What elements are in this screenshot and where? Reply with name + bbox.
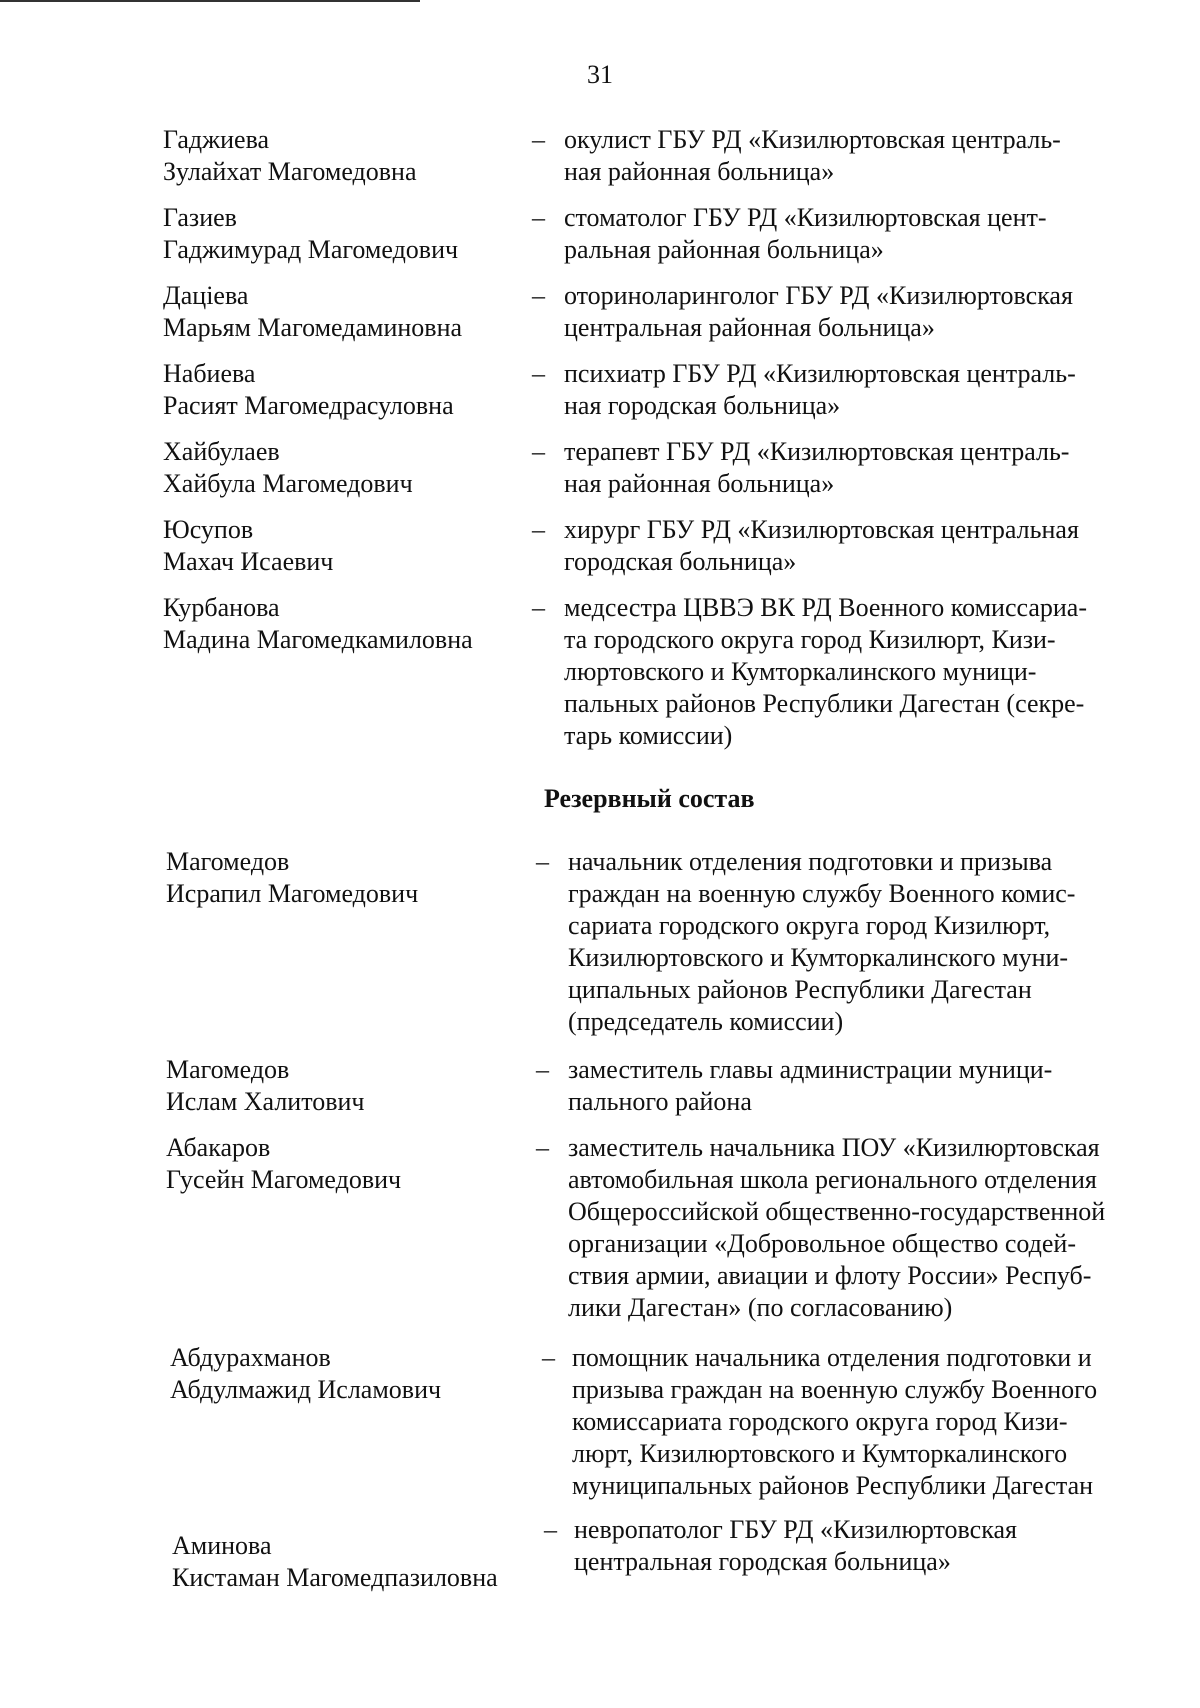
member-position: начальник отделения подготовки и призыва граждан на военную службу Военного комис- сариата городского округа город Кизилюрт, Кизилюртовского и Кумторкалинского муни- ципальных районов Республики Дагестан (председатель комиссии) bbox=[568, 847, 1076, 1036]
dash: – bbox=[532, 125, 545, 154]
member-surname: Газиев bbox=[163, 203, 237, 232]
member-name bbox=[163, 358, 454, 422]
member-surname: Хайбулаев bbox=[163, 437, 280, 466]
member-position: оториноларинголог ГБУ РД «Кизилюртовская центральная районная больница» bbox=[564, 281, 1073, 342]
member-position: невропатолог ГБУ РД «Кизилюртовская центральная городская больница» bbox=[574, 1515, 1017, 1576]
dash: – bbox=[532, 515, 545, 544]
dash: – bbox=[532, 203, 545, 232]
member-surname: Юсупов bbox=[163, 515, 254, 544]
member-position: психиатр ГБУ РД «Кизилюртовская централь- ная городская больница» bbox=[564, 359, 1076, 420]
dash: – bbox=[536, 847, 549, 876]
member-position: заместитель начальника ПОУ «Кизилюртовская автомобильная школа регионального отделения Общероссийской общественно-государственной организации «Добровольное общество содей- ствия армии, авиации и флоту России» Респуб- лики Дагестан» (по согласованию) bbox=[568, 1133, 1106, 1322]
member-given-names: Гусейн Магомедович bbox=[166, 1165, 402, 1194]
member-given-names: Мадина Магомедкамиловна bbox=[163, 625, 473, 654]
member-name bbox=[172, 1514, 498, 1594]
member-position: хирург ГБУ РД «Кизилюртовская центральная городская больница» bbox=[564, 515, 1079, 576]
member-surname: Аминова bbox=[172, 1531, 272, 1560]
member-position: окулист ГБУ РД «Кизилюртовская централь- ная районная больница» bbox=[564, 125, 1061, 186]
member-given-names: Махач Исаевич bbox=[163, 547, 334, 576]
member-name bbox=[163, 514, 333, 578]
section-heading-reserve: Резервный состав bbox=[544, 784, 755, 813]
member-name bbox=[163, 280, 462, 344]
member-given-names: Исрапил Магомедович bbox=[166, 879, 419, 908]
member-name bbox=[166, 846, 418, 910]
member-surname: Абакаров bbox=[166, 1133, 271, 1162]
member-surname: Абдурахманов bbox=[170, 1343, 331, 1372]
member-name bbox=[163, 202, 458, 266]
member-name bbox=[163, 436, 413, 500]
member-name bbox=[163, 592, 473, 656]
member-surname: Магомедов bbox=[166, 1055, 290, 1084]
page-number: 31 bbox=[587, 60, 613, 89]
top-rule bbox=[0, 0, 420, 2]
member-given-names: Кистаман Магомедпазиловна bbox=[172, 1563, 498, 1592]
member-given-names: Зулайхат Магомедовна bbox=[163, 157, 417, 186]
dash: – bbox=[536, 1055, 549, 1084]
member-position: медсестра ЦВВЭ ВК РД Военного комиссариа- та городского округа город Кизилюрт, Кизи- люртовского и Кумторкалинского муници- пальных районов Республики Дагестан (секре- тарь комиссии) bbox=[564, 593, 1088, 750]
member-given-names: Абдулмажид Исламович bbox=[170, 1375, 442, 1404]
dash: – bbox=[532, 281, 545, 310]
member-given-names: Ислам Халитович bbox=[166, 1087, 365, 1116]
dash: – bbox=[544, 1515, 557, 1544]
member-position: заместитель главы администрации муници- пального района bbox=[568, 1055, 1053, 1116]
member-surname: Даціева bbox=[163, 281, 249, 310]
dash: – bbox=[542, 1343, 555, 1372]
member-name bbox=[170, 1342, 441, 1406]
member-surname: Гаджиева bbox=[163, 125, 270, 154]
member-given-names: Гаджимурад Магомедович bbox=[163, 235, 459, 264]
member-given-names: Расият Магомедрасуловна bbox=[163, 391, 454, 420]
dash: – bbox=[532, 437, 545, 466]
member-name bbox=[166, 1132, 401, 1196]
member-given-names: Хайбула Магомедович bbox=[163, 469, 413, 498]
member-position: терапевт ГБУ РД «Кизилюртовская централь- ная районная больница» bbox=[564, 437, 1070, 498]
member-position: помощник начальника отделения подготовки и призыва граждан на военную службу Военного комиссариата городского округа город Кизи- люрт, Кизилюртовского и Кумторкалинского муниципальных районов Республики Дагестан bbox=[572, 1343, 1098, 1500]
member-surname: Курбанова bbox=[163, 593, 280, 622]
dash: – bbox=[536, 1133, 549, 1162]
member-name bbox=[163, 124, 417, 188]
member-surname: Набиева bbox=[163, 359, 256, 388]
member-name bbox=[166, 1054, 365, 1118]
member-position: стоматолог ГБУ РД «Кизилюртовская цент- ральная районная больница» bbox=[564, 203, 1047, 264]
member-given-names: Марьям Магомедаминовна bbox=[163, 313, 463, 342]
dash: – bbox=[532, 593, 545, 622]
dash: – bbox=[532, 359, 545, 388]
member-surname: Магомедов bbox=[166, 847, 290, 876]
